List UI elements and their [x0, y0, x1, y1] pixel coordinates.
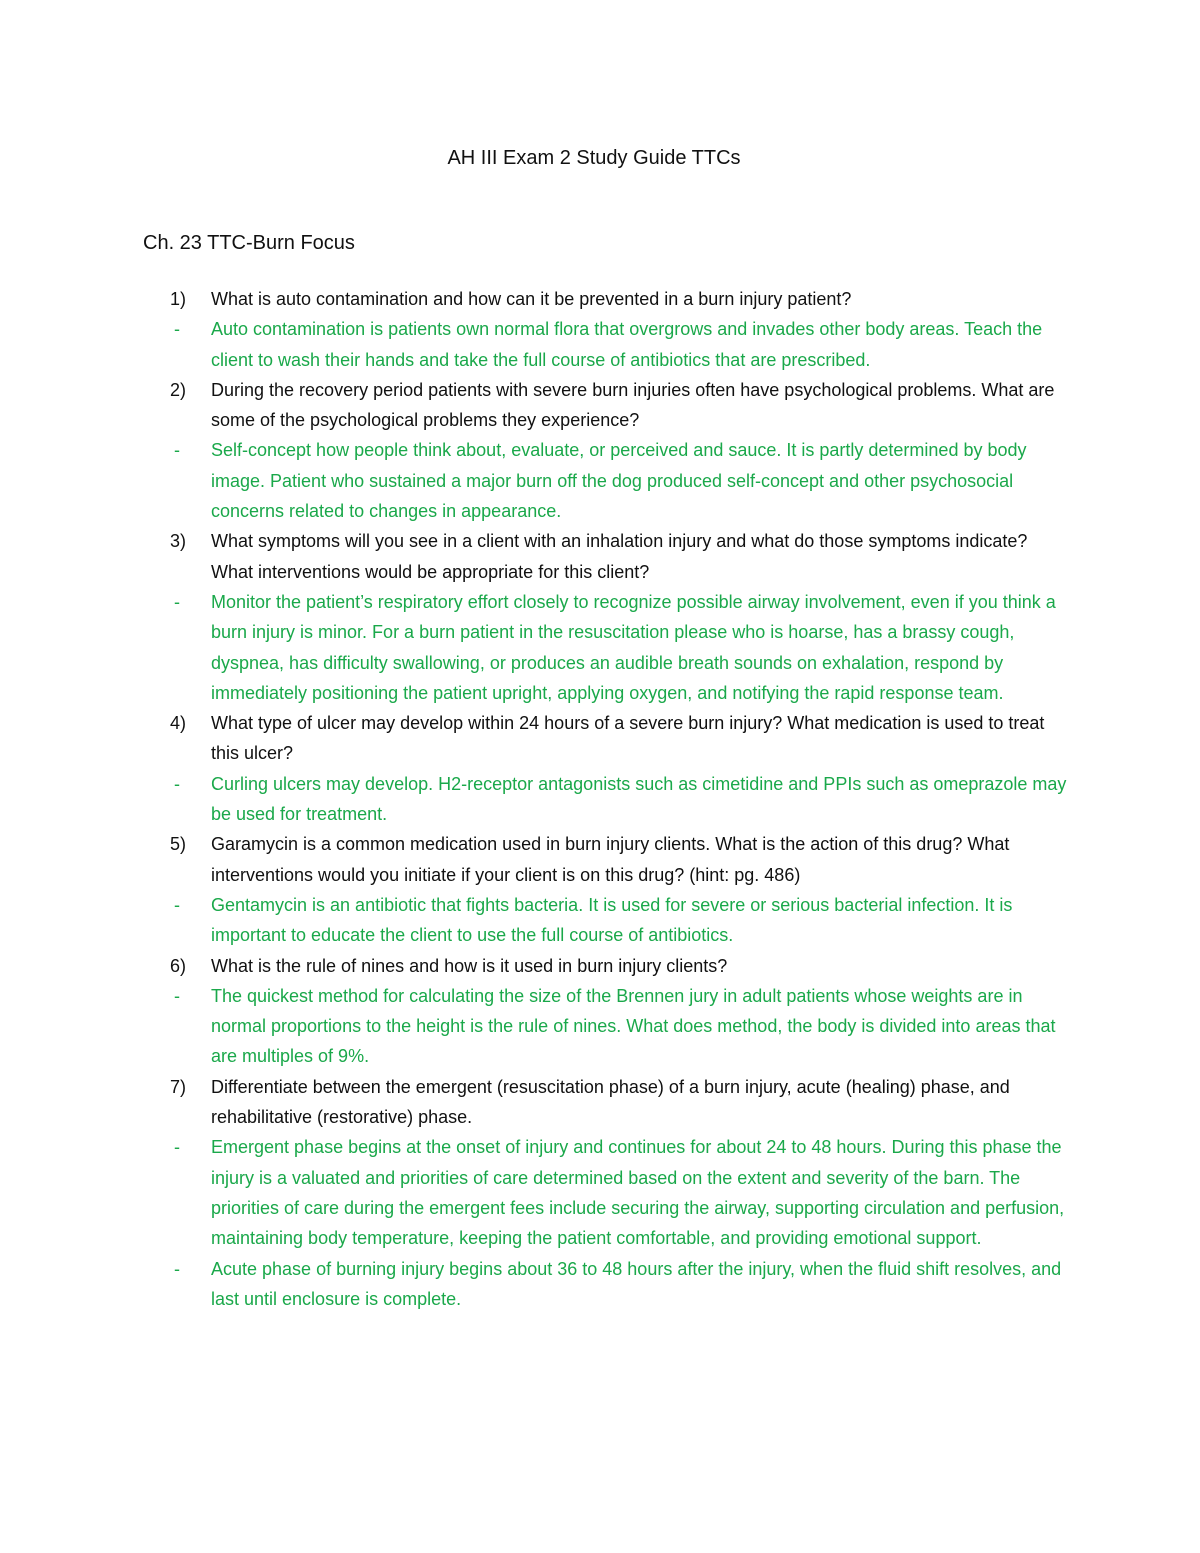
answer-bullet: - [174, 440, 180, 461]
answer-item [0, 769, 1200, 830]
question-item [0, 829, 1200, 890]
answer-text: Monitor the patient’s respiratory effort closely to recognize possible airway involvement, even if you think a burn injury is minor. For a burn patient in the resuscitation please who is hoarse, has a brassy cough, dyspnea, has difficulty swallowing, or produces an audible breath sounds on exhalation, respond by immediately positioning the patient upright, applying oxygen, and notifying the rapid response team. [211, 591, 1056, 703]
answer-text: Curling ulcers may develop. H2-receptor antagonists such as cimetidine and PPIs such as omeprazole may be used for treatment. [211, 773, 1067, 825]
question-number: 7) [170, 1076, 187, 1097]
question-number: 3) [170, 531, 187, 552]
answer-text: The quickest method for calculating the size of the Brennen jury in adult patients whose weights are in normal proportions to the height is the rule of nines. What does method, the body is divided into areas that are multiples of 9%. [211, 985, 1056, 1067]
question-answer-list [0, 284, 1200, 1314]
question-text: During the recovery period patients with severe burn injuries often have psychological problems. What are some of the psychological problems they experience? [211, 379, 1055, 431]
answer-bullet: - [174, 591, 180, 612]
section-heading: Ch. 23 TTC-Burn Focus [143, 232, 355, 254]
answer-bullet: - [174, 1137, 180, 1158]
question-number: 1) [170, 289, 187, 309]
answer-item [0, 1254, 1200, 1315]
answer-text: Gentamycin is an antibiotic that fights bacteria. It is used for severe or serious bacterial infection. It is important to educate the client to use the full course of antibiotics. [211, 894, 1013, 946]
answer-item [0, 587, 1200, 708]
question-text: What symptoms will you see in a client with an inhalation injury and what do those symptoms indicate? What interventions would be appropriate for this client? [211, 531, 1028, 582]
question-item [0, 375, 1200, 436]
document-title: AH III Exam 2 Study Guide TTCs [447, 147, 741, 169]
question-item [0, 284, 1200, 314]
answer-text: Self-concept how people think about, evaluate, or perceived and sauce. It is partly determined by body image. Patient who sustained a major burn off the dog produced self-concept and other psychosocial concerns related to changes in appearance. [211, 440, 1027, 522]
answer-item [0, 435, 1200, 526]
question-text: Garamycin is a common medication used in burn injury clients. What is the action of this drug? What interventions would you initiate if your client is on this drug? (hint: pg. 486) [211, 834, 1010, 885]
answer-bullet: - [174, 1258, 180, 1279]
question-item [0, 951, 1200, 981]
question-item [0, 526, 1200, 587]
question-number: 6) [170, 955, 187, 976]
answer-item [0, 981, 1200, 1072]
question-number: 5) [170, 834, 187, 855]
answer-item [0, 890, 1200, 951]
question-text: What is the rule of nines and how is it used in burn injury clients? [211, 955, 728, 976]
question-text: Differentiate between the emergent (resuscitation phase) of a burn injury, acute (healing) phase, and rehabilitative (restorative) phase. [211, 1076, 1010, 1128]
answer-text: Emergent phase begins at the onset of injury and continues for about 24 to 48 hours. During this phase the injury is a valuated and priorities of care determined based on the extent and severity of the barn. The priorities of care during the emergent fees include securing the airway, supporting circulation and perfusion, maintaining body temperature, keeping the patient comfortable, and providing emotional support. [211, 1137, 1065, 1249]
question-number: 2) [170, 379, 187, 400]
question-number: 4) [170, 713, 187, 734]
answer-item [0, 1132, 1200, 1253]
question-text: What type of ulcer may develop within 24 hours of a severe burn injury? What medication is used to treat this ulcer? [211, 713, 1045, 764]
answer-item [0, 314, 1200, 375]
answer-bullet: - [174, 894, 180, 915]
answer-text: Auto contamination is patients own normal flora that overgrows and invades other body areas. Teach the client to wash their hands and take the full course of antibiotics that are prescribed. [211, 319, 1043, 370]
answer-bullet: - [174, 773, 180, 794]
question-item [0, 1072, 1200, 1133]
question-text: What is auto contamination and how can it be prevented in a burn injury patient? [211, 289, 852, 309]
answer-text: Acute phase of burning injury begins about 36 to 48 hours after the injury, when the fluid shift resolves, and last until enclosure is complete. [211, 1258, 1062, 1309]
answer-bullet: - [174, 985, 180, 1006]
answer-bullet: - [174, 319, 180, 340]
question-item [0, 708, 1200, 769]
